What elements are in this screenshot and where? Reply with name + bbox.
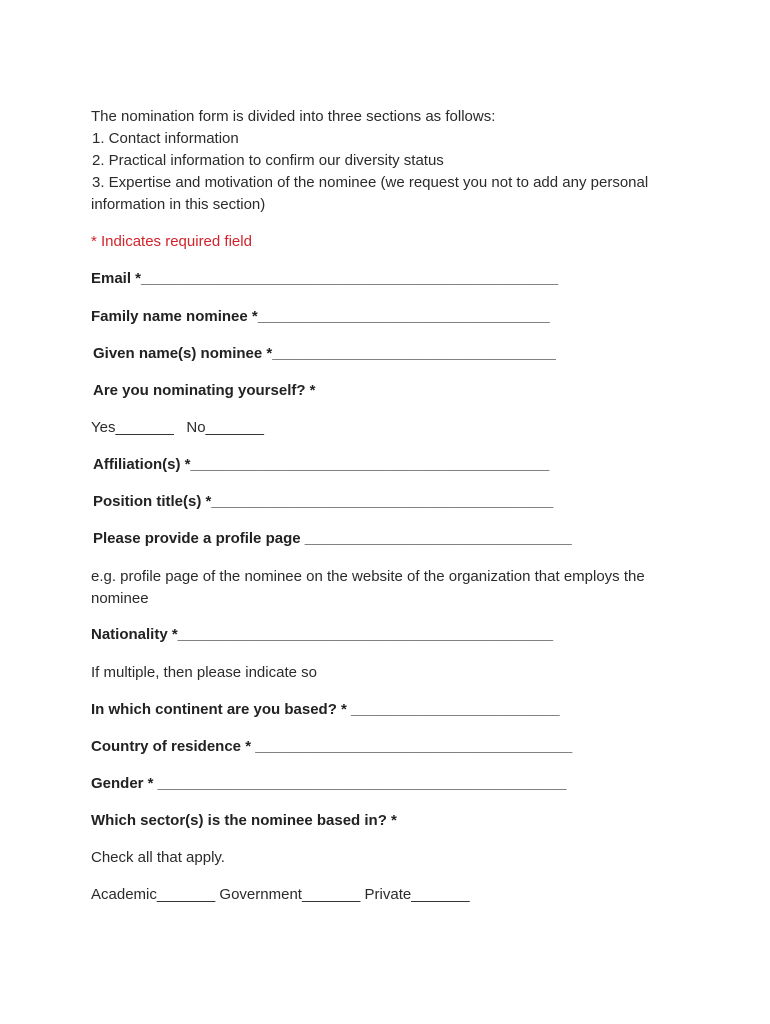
- sector-hint: Check all that apply.: [91, 849, 225, 866]
- email-field[interactable]: Email *__________________________________________________: [91, 270, 559, 287]
- intro-item-expertise: 3. Expertise and motivation of the nominee (we request you not to add any personal: [92, 174, 649, 191]
- required-field-note: * Indicates required field: [91, 233, 252, 250]
- country-field[interactable]: Country of residence * ______________________________________: [91, 738, 573, 755]
- intro-item-practical: 2. Practical information to confirm our diversity status: [92, 152, 444, 169]
- profile-page-hint-cont: nominee: [91, 590, 149, 607]
- intro-lead: The nomination form is divided into three sections as follows:: [91, 108, 496, 125]
- profile-page-field[interactable]: Please provide a profile page ________________________________: [93, 530, 572, 547]
- affiliation-field[interactable]: Affiliation(s) *___________________________________________: [93, 456, 550, 473]
- nationality-field[interactable]: Nationality *_____________________________________________: [91, 626, 554, 643]
- gender-field[interactable]: Gender * _________________________________________________: [91, 775, 567, 792]
- intro-item-expertise-cont: information in this section): [91, 196, 266, 213]
- position-title-field[interactable]: Position title(s) *_________________________________________: [93, 493, 554, 510]
- nominating-self-question: Are you nominating yourself? *: [93, 382, 316, 399]
- given-name-field[interactable]: Given name(s) nominee *__________________________________: [93, 345, 556, 362]
- family-name-field[interactable]: Family name nominee *___________________________________: [91, 308, 550, 325]
- sector-options[interactable]: Academic_______ Government_______ Private_______: [91, 886, 470, 903]
- profile-page-hint: e.g. profile page of the nominee on the website of the organization that employs the: [91, 568, 645, 585]
- yes-no-options[interactable]: Yes_______ No_______: [91, 419, 264, 436]
- intro-item-contact: 1. Contact information: [92, 130, 239, 147]
- continent-field[interactable]: In which continent are you based? * _________________________: [91, 701, 560, 718]
- nationality-hint: If multiple, then please indicate so: [91, 664, 317, 681]
- sector-question: Which sector(s) is the nominee based in? *: [91, 812, 397, 829]
